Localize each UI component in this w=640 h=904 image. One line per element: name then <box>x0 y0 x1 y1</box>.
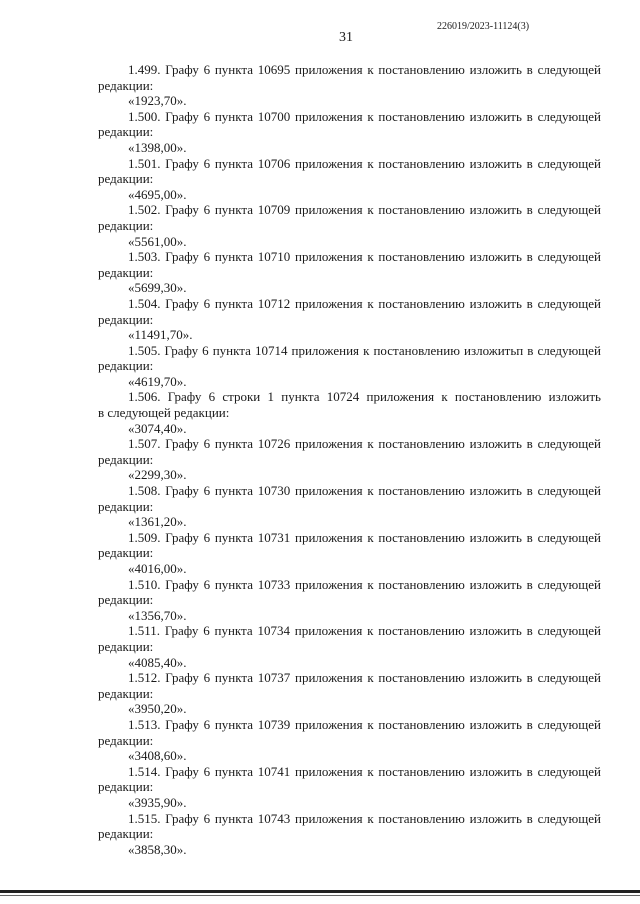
heading-word: приложения <box>295 763 363 779</box>
heading-word: к <box>367 295 374 311</box>
heading-word: к <box>367 436 374 452</box>
heading-word: постановлению <box>378 295 465 311</box>
bottom-rule-thin <box>0 895 640 896</box>
heading-word: постановлению <box>454 389 542 405</box>
heading-word: приложения <box>295 436 363 452</box>
heading-word: 6 <box>203 623 210 639</box>
amendment-value: «4695,00». <box>128 186 187 202</box>
heading-word: следующей <box>537 108 601 124</box>
heading-word: Графу <box>165 202 199 218</box>
heading-word: следующей <box>537 810 601 826</box>
heading-word: к <box>367 249 374 265</box>
heading-word: приложения <box>295 529 363 545</box>
heading-word: в <box>526 202 533 218</box>
heading-word: к <box>367 670 374 686</box>
heading-word: 10724 <box>326 389 360 405</box>
heading-word: 10739 <box>257 716 291 732</box>
heading-word: 10709 <box>257 202 291 218</box>
heading-word: 1.500. <box>128 108 161 124</box>
heading-word: 1.506. <box>128 389 161 405</box>
heading-word: изложить <box>469 576 522 592</box>
amendment-heading-line <box>98 389 601 405</box>
heading-word: к <box>363 342 370 358</box>
heading-word: к <box>367 483 374 499</box>
heading-word: к <box>367 576 374 592</box>
heading-word: 6 <box>203 763 211 779</box>
heading-word: изложить <box>548 389 601 405</box>
heading-word: следующей <box>537 529 601 545</box>
heading-word: к <box>367 108 374 124</box>
heading-word: приложения <box>295 108 363 124</box>
heading-word: следующей <box>537 155 601 171</box>
amendment-item <box>98 811 601 858</box>
heading-word: пункта <box>214 763 253 779</box>
heading-word: в <box>526 295 533 311</box>
heading-word: 10700 <box>257 108 291 124</box>
heading-word: в <box>526 483 533 499</box>
heading-word: пункта <box>214 576 253 592</box>
heading-word: приложения <box>294 623 363 639</box>
heading-word: постановлению <box>373 342 460 358</box>
heading-word: следующей <box>537 342 601 358</box>
heading-word: изложить <box>469 623 522 639</box>
heading-word: в <box>526 670 533 686</box>
amendment-item <box>98 717 601 764</box>
heading-word: следующей <box>537 576 601 592</box>
heading-word: пункта <box>214 670 253 686</box>
heading-word: 6 <box>203 810 211 826</box>
heading-word: постановлению <box>378 249 465 265</box>
amendment-item <box>98 577 601 624</box>
heading-word: к <box>367 529 374 545</box>
heading-word: приложения <box>295 716 363 732</box>
heading-word: в <box>526 716 533 732</box>
heading-word: Графу <box>165 436 199 452</box>
document-id: 226019/2023-11124(3) <box>437 21 530 32</box>
amendment-item <box>98 670 601 717</box>
heading-word: изложить <box>469 436 522 452</box>
heading-word: 1.510. <box>128 576 161 592</box>
heading-word: изложить <box>469 483 522 499</box>
page-number: 31 <box>339 30 353 45</box>
amendment-item <box>98 483 601 530</box>
heading-word: 10734 <box>257 623 290 639</box>
bottom-rule <box>0 890 640 893</box>
heading-word: постановлению <box>378 436 465 452</box>
heading-word: к <box>367 623 374 639</box>
amendment-heading-line <box>98 717 601 733</box>
heading-word: в <box>526 623 533 639</box>
amendment-heading-line <box>98 343 601 359</box>
amendment-heading-line <box>98 811 601 827</box>
heading-word: 1.514. <box>128 763 161 779</box>
heading-word: изложить <box>469 155 522 171</box>
heading-word: приложения <box>295 62 363 77</box>
amendment-continuation: в следующей редакции: <box>98 405 230 421</box>
amendment-heading-line <box>98 62 601 78</box>
heading-word: 10710 <box>257 249 291 265</box>
heading-word: Графу <box>164 342 199 358</box>
heading-word: Графу <box>165 249 199 265</box>
heading-word: 1.511. <box>128 623 161 639</box>
heading-word: в <box>527 342 534 358</box>
heading-word: в <box>526 576 533 592</box>
heading-word: приложения <box>295 295 363 311</box>
amendment-continuation: редакции: <box>98 498 154 514</box>
heading-word: 6 <box>203 202 211 218</box>
heading-word: 1.507. <box>128 436 161 452</box>
amendment-item <box>98 436 601 483</box>
heading-word: 10712 <box>257 295 291 311</box>
amendment-continuation: редакции: <box>98 592 154 608</box>
heading-word: изложить <box>469 108 522 124</box>
heading-word: к <box>367 202 374 218</box>
heading-word: 1.512. <box>128 670 161 686</box>
heading-word: 10726 <box>257 436 291 452</box>
heading-word: постановлению <box>378 529 465 545</box>
heading-word: Графу <box>165 155 199 171</box>
amendment-heading-line <box>98 577 601 593</box>
amendment-continuation: редакции: <box>98 638 154 654</box>
heading-word: 1.509. <box>128 529 161 545</box>
amendment-value: «3858,30». <box>128 841 187 857</box>
amendment-value: «1356,70». <box>128 607 187 623</box>
amendment-item <box>98 202 601 249</box>
heading-word: пункта <box>214 529 253 545</box>
heading-word: 10706 <box>257 155 291 171</box>
heading-word: Графу <box>167 389 202 405</box>
heading-word: изложить <box>469 670 522 686</box>
heading-word: к <box>367 810 374 826</box>
heading-word: 10695 <box>257 62 291 77</box>
heading-word: Графу <box>165 529 199 545</box>
amendment-continuation: редакции: <box>98 545 154 561</box>
amendment-heading-line <box>98 483 601 499</box>
heading-word: пункта <box>214 623 253 639</box>
heading-word: 10743 <box>257 810 291 826</box>
heading-word: к <box>441 389 448 405</box>
heading-word: пункта <box>281 389 320 405</box>
heading-word: 1.505. <box>128 342 161 358</box>
amendment-item <box>98 389 601 436</box>
heading-word: 6 <box>203 295 211 311</box>
heading-word: 6 <box>203 155 211 171</box>
amendment-value: «3408,60». <box>128 748 187 764</box>
amendment-continuation: редакции: <box>98 358 154 374</box>
amendment-heading-line <box>98 670 601 686</box>
amendment-item <box>98 296 601 343</box>
amendment-value: «1361,20». <box>128 514 187 530</box>
amendment-continuation: редакции: <box>98 311 154 327</box>
heading-word: приложения <box>295 249 363 265</box>
heading-word: к <box>367 716 374 732</box>
amendment-heading-line <box>98 109 601 125</box>
heading-word: в <box>526 62 533 77</box>
heading-word: приложения <box>295 202 363 218</box>
amendment-value: «4016,00». <box>128 561 187 576</box>
heading-word: следующей <box>537 249 601 265</box>
heading-word: 1.513. <box>128 716 161 732</box>
heading-word: постановлению <box>378 576 465 592</box>
heading-word: изложить <box>469 249 522 265</box>
heading-word: приложения <box>295 483 363 499</box>
heading-word: следующей <box>537 295 601 311</box>
heading-word: 10733 <box>257 576 291 592</box>
heading-word: пункта <box>214 483 253 499</box>
heading-word: приложения <box>295 155 363 171</box>
heading-word: постановлению <box>378 716 465 732</box>
heading-word: Графу <box>165 716 199 732</box>
heading-word: пункта <box>214 202 253 218</box>
heading-word: пункта <box>214 716 253 732</box>
heading-word: 6 <box>202 342 209 358</box>
heading-word: следующей <box>537 202 601 218</box>
heading-word: пункта <box>214 295 253 311</box>
heading-word: следующей <box>537 623 601 639</box>
heading-word: к <box>367 62 374 77</box>
heading-word: изложить <box>469 62 522 77</box>
heading-word: пункта <box>214 155 253 171</box>
amendment-heading-line <box>98 764 601 780</box>
heading-word: постановлению <box>378 108 465 124</box>
amendment-item <box>98 623 601 670</box>
heading-word: следующей <box>537 436 601 452</box>
amendment-value: «3950,20». <box>128 701 187 717</box>
amendment-item <box>98 249 601 296</box>
heading-word: приложения <box>291 342 360 358</box>
heading-word: в <box>526 249 533 265</box>
heading-word: к <box>367 763 374 779</box>
amendment-value: «1398,00». <box>128 139 187 155</box>
amendment-item <box>98 109 601 156</box>
heading-word: постановлению <box>378 62 465 77</box>
heading-word: 1.515. <box>128 810 161 826</box>
heading-word: 10741 <box>257 763 291 779</box>
heading-word: Графу <box>165 810 199 826</box>
heading-word: пункта <box>214 108 253 124</box>
heading-word: пункта <box>214 810 253 826</box>
heading-word: Графу <box>165 576 199 592</box>
amendment-heading-line <box>98 156 601 172</box>
amendment-heading-line <box>98 436 601 452</box>
amendment-continuation: редакции: <box>98 826 154 842</box>
heading-word: изложить <box>469 716 522 732</box>
amendment-continuation: редакции: <box>98 124 154 140</box>
heading-word: изложить <box>469 763 522 779</box>
heading-word: приложения <box>295 576 363 592</box>
amendment-value: «1923,70». <box>128 93 187 109</box>
heading-word: постановлению <box>378 202 465 218</box>
heading-word: в <box>526 108 533 124</box>
amendment-heading-line <box>98 530 601 546</box>
amendment-value: «11491,70». <box>128 327 193 343</box>
heading-word: 1.502. <box>128 202 161 218</box>
heading-word: Графу <box>164 623 199 639</box>
heading-word: 10737 <box>257 670 291 686</box>
heading-word: следующей <box>537 763 601 779</box>
heading-word: 6 <box>203 483 211 499</box>
heading-word: Графу <box>165 670 199 686</box>
heading-word: 1.504. <box>128 295 161 311</box>
heading-word: постановлению <box>378 670 465 686</box>
heading-word: постановлению <box>378 623 465 639</box>
heading-word: постановлению <box>378 155 465 171</box>
amendment-continuation: редакции: <box>98 451 154 467</box>
amendment-item <box>98 343 601 390</box>
amendment-value: «4619,70». <box>128 373 187 389</box>
amendment-continuation: редакции: <box>98 732 154 748</box>
amendment-value: «5561,00». <box>128 233 187 249</box>
heading-word: пункта <box>212 342 251 358</box>
heading-word: 1.501. <box>128 155 161 171</box>
amendment-heading-line <box>98 296 601 312</box>
amendment-item <box>98 764 601 811</box>
amendment-continuation: редакции: <box>98 217 154 233</box>
heading-word: Графу <box>165 62 199 77</box>
amendment-heading-line <box>98 249 601 265</box>
heading-word: 6 <box>203 670 211 686</box>
heading-word: постановлению <box>378 810 465 826</box>
amendment-continuation: редакции: <box>98 779 154 795</box>
heading-word: 6 <box>203 529 211 545</box>
heading-word: в <box>526 436 533 452</box>
amendment-item <box>98 156 601 203</box>
heading-word: следующей <box>537 483 601 499</box>
heading-word: Графу <box>165 483 199 499</box>
heading-word: 6 <box>203 576 211 592</box>
heading-word: 6 <box>203 62 211 77</box>
heading-word: 1.503. <box>128 249 161 265</box>
heading-word: Графу <box>165 108 199 124</box>
heading-word: изложить <box>469 529 522 545</box>
heading-word: приложения <box>295 810 363 826</box>
heading-word: к <box>367 155 374 171</box>
heading-word: 10730 <box>257 483 291 499</box>
heading-word: приложения <box>366 389 435 405</box>
heading-word: 1.499. <box>128 62 161 77</box>
amendment-value: «3074,40». <box>128 420 187 436</box>
amendment-value: «3935,90». <box>128 794 187 810</box>
heading-word: 6 <box>203 436 211 452</box>
amendment-continuation: редакции: <box>98 77 154 93</box>
heading-word: следующей <box>537 716 601 732</box>
heading-word: 6 <box>203 108 211 124</box>
heading-word: постановлению <box>378 483 465 499</box>
heading-word: постановлению <box>378 763 465 779</box>
amendment-value: «4085,40». <box>128 654 187 670</box>
heading-word: изложитьп <box>463 342 524 358</box>
heading-word: 1 <box>267 389 275 405</box>
amendment-value: «2299,30». <box>128 467 187 483</box>
amendment-heading-line <box>98 623 601 639</box>
amendment-item <box>98 530 601 577</box>
heading-word: пункта <box>214 62 253 77</box>
heading-word: 10731 <box>257 529 291 545</box>
heading-word: в <box>526 155 533 171</box>
heading-word: пункта <box>214 436 253 452</box>
amendment-continuation: редакции: <box>98 171 154 187</box>
heading-word: приложения <box>295 670 363 686</box>
amendment-value: «5699,30». <box>128 280 187 296</box>
heading-word: изложить <box>469 202 522 218</box>
heading-word: 6 <box>208 389 216 405</box>
document-body <box>98 62 601 857</box>
heading-word: Графу <box>165 763 199 779</box>
heading-word: в <box>526 763 533 779</box>
heading-word: следующей <box>537 62 601 77</box>
heading-word: 10714 <box>254 342 288 358</box>
heading-word: строки <box>222 389 261 405</box>
heading-word: пункта <box>214 249 253 265</box>
amendment-continuation: редакции: <box>98 685 154 701</box>
amendment-heading-line <box>98 202 601 218</box>
heading-word: изложить <box>469 810 522 826</box>
heading-word: 1.508. <box>128 483 161 499</box>
heading-word: 6 <box>203 249 211 265</box>
amendment-continuation: редакции: <box>98 264 154 280</box>
heading-word: в <box>526 529 533 545</box>
amendment-item <box>98 62 601 109</box>
heading-word: Графу <box>165 295 199 311</box>
heading-word: в <box>526 810 533 826</box>
heading-word: изложить <box>469 295 522 311</box>
heading-word: следующей <box>537 670 601 686</box>
heading-word: 6 <box>203 716 211 732</box>
